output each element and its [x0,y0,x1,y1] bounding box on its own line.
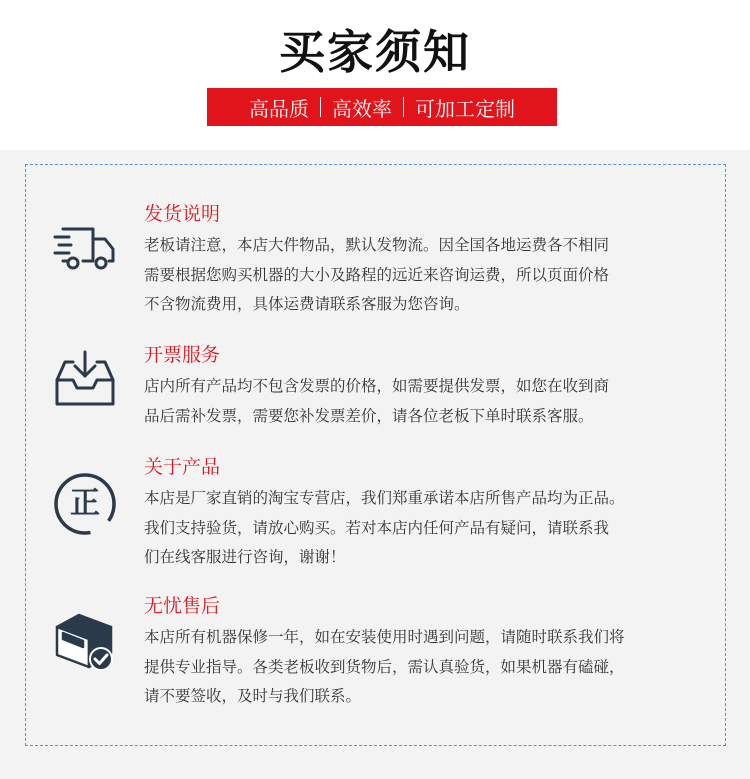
body-line: 需要根据您购买机器的大小及路程的远近来咨询运费，所以页面价格 [144,265,610,284]
feature-banner [207,88,557,126]
body-line: 本店所有机器保修一年，如在安装使用时遇到问题，请随时联系我们将 [144,628,625,646]
delivery-truck-icon [53,215,117,279]
genuine-badge-icon [53,472,117,536]
body-line: 我们支持验货，请放心购买。若对本店内任何产品有疑问，请联系我 [144,518,610,537]
banner-divider [403,97,404,117]
banner-item: 高效率 [332,96,392,121]
body-line: 请不要签收，及时与我们联系。 [144,687,362,705]
genuine-badge-char: 正 [70,486,100,521]
section-heading: 无忧售后 [144,595,221,617]
section-body [144,231,704,320]
page-title: 买家须知 [279,25,471,79]
body-line: 品后需补发票，需要您补发票差价，请各位老板下单时联系客服。 [144,406,594,425]
banner-item: 可加工定制 [415,96,515,121]
banner-divider [320,97,321,117]
section-heading: 关于产品 [144,456,221,478]
body-line: 本店是厂家直销的淘宝专营店，我们郑重承诺本店所售产品均为正品。 [144,489,625,507]
section-heading: 开票服务 [144,344,221,366]
section-body [144,372,704,431]
package-check-icon [53,609,117,673]
section-body [144,484,704,573]
banner-item: 高品质 [249,96,309,121]
body-line: 提供专业指导。各类老板收到货物后，需认真验货，如果机器有磕碰， [144,657,625,676]
body-line: 老板请注意，本店大件物品，默认发物流。因全国各地运费各不相同 [144,236,610,254]
body-line: 不含物流费用，具体运费请联系客服为您咨询。 [144,295,470,313]
notice-panel [25,164,726,746]
section-body [144,623,704,712]
section-heading: 发货说明 [144,203,221,225]
body-line: 们在线客服进行咨询，谢谢！ [144,548,346,566]
body-line: 店内所有产品均不包含发票的价格，如需要提供发票，如您在收到商 [144,377,610,395]
inbox-download-icon [53,348,117,412]
